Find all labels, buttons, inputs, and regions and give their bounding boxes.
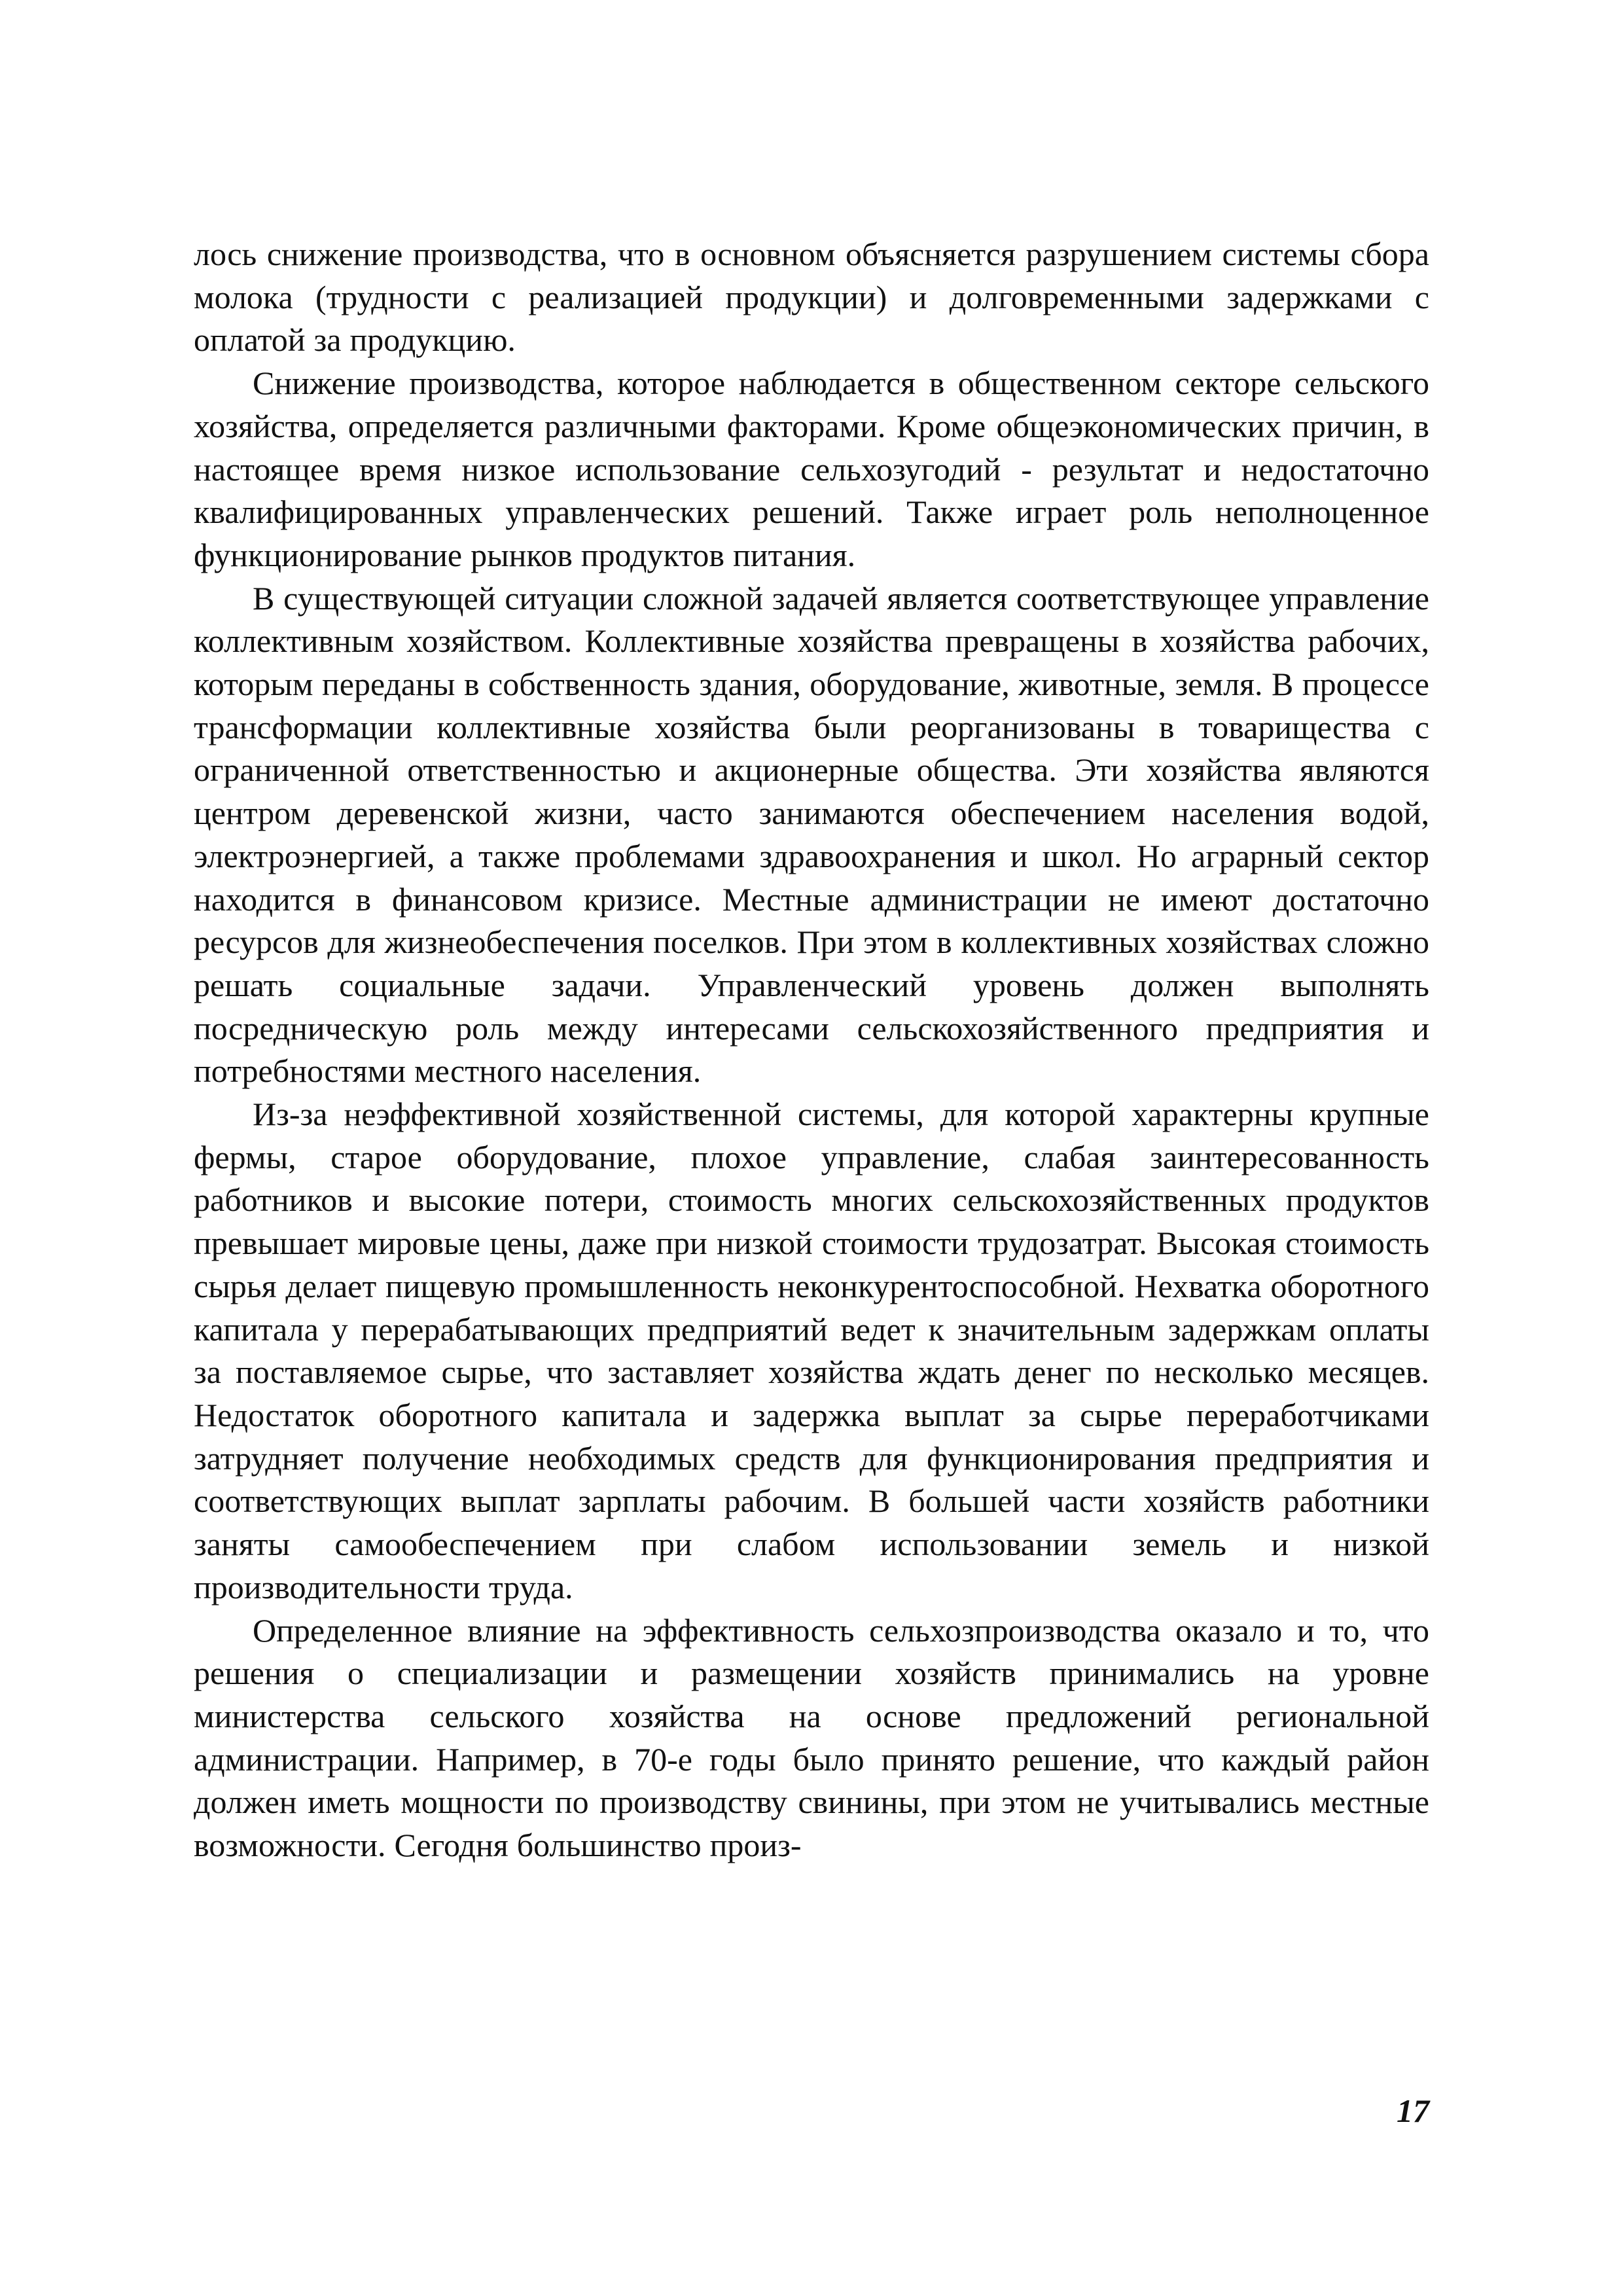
paragraph: Снижение производства, которое наблюдается в общественном секторе сельского хозяйства, определяется различными факторами. Кроме общеэкономических причин, в настоящее время низкое использование сельхозугодий - результат и недостаточно квалифицированных управленческих решений. Также играет роль неполноценное функционирование рынков продуктов питания. — [194, 365, 1429, 573]
paragraph: В существующей ситуации сложной задачей является соответствующее управление коллективным хозяйством. Коллективные хозяйства превращены в хозяйства рабочих, которым переданы в собственность здания, оборудование, животные, земля. В процессе трансформации коллективные хозяйства были реорганизованы в товарищества с ограниченной ответственностью и акционерные общества. Эти хозяйства являются центром деревенской жизни, часто занимаются обеспечением населения водой, электроэнергией, а также проблемами здравоохранения и школ. Но аграрный сектор находится в финансовом кризисе. Местные администрации не имеют достаточно ресурсов для жизнеобеспечения поселков. При этом в коллективных хозяйствах сложно решать социальные задачи. Управленческий уровень должен выполнять посредническую роль между интересами сельскохозяйственного предприятия и потребностями местного населения. — [194, 579, 1429, 1090]
page-number: 17 — [1397, 2092, 1429, 2129]
paragraph: Определенное влияние на эффективность сельхозпроизводства оказало и то, что решения о специализации и размещении хозяйств принимались на уровне министерства сельского хозяйства на основе предложений региональной администрации. Например, в 70-е годы было принято решение, что каждый район должен иметь мощности по производству свинины, при этом не учитывались местные возможности. Сегодня большинство произ- — [194, 1611, 1429, 1864]
paragraph-continued: лось снижение производства, что в основном объясняется разрушением системы сбора молока (трудности с реализацией продукции) и долговременными задержками с оплатой за продукцию. — [194, 236, 1429, 359]
paragraph: Из-за неэффективной хозяйственной системы, для которой характерны крупные фермы, старое оборудование, плохое управление, слабая заинтересованность работников и высокие потери, стоимость многих сельскохозяйственных продуктов превышает мировые цены, даже при низкой стоимости трудозатрат. Высокая стоимость сырья делает пищевую промышленность неконкурентоспособной. Нехватка оборотного капитала у перерабатывающих предприятий ведет к значительным задержкам оплаты за поставляемое сырье, что заставляет хозяйства ждать денег по несколько месяцев. Недостаток оборотного капитала и задержка выплат за сырье переработчиками затрудняет получение необходимых средств для функционирования предприятия и соответствующих выплат зарплаты рабочим. В большей части хозяйств работники заняты самообеспечением при слабом использовании земель и низкой производительности труда. — [194, 1096, 1429, 1605]
page-body — [194, 233, 1429, 1867]
